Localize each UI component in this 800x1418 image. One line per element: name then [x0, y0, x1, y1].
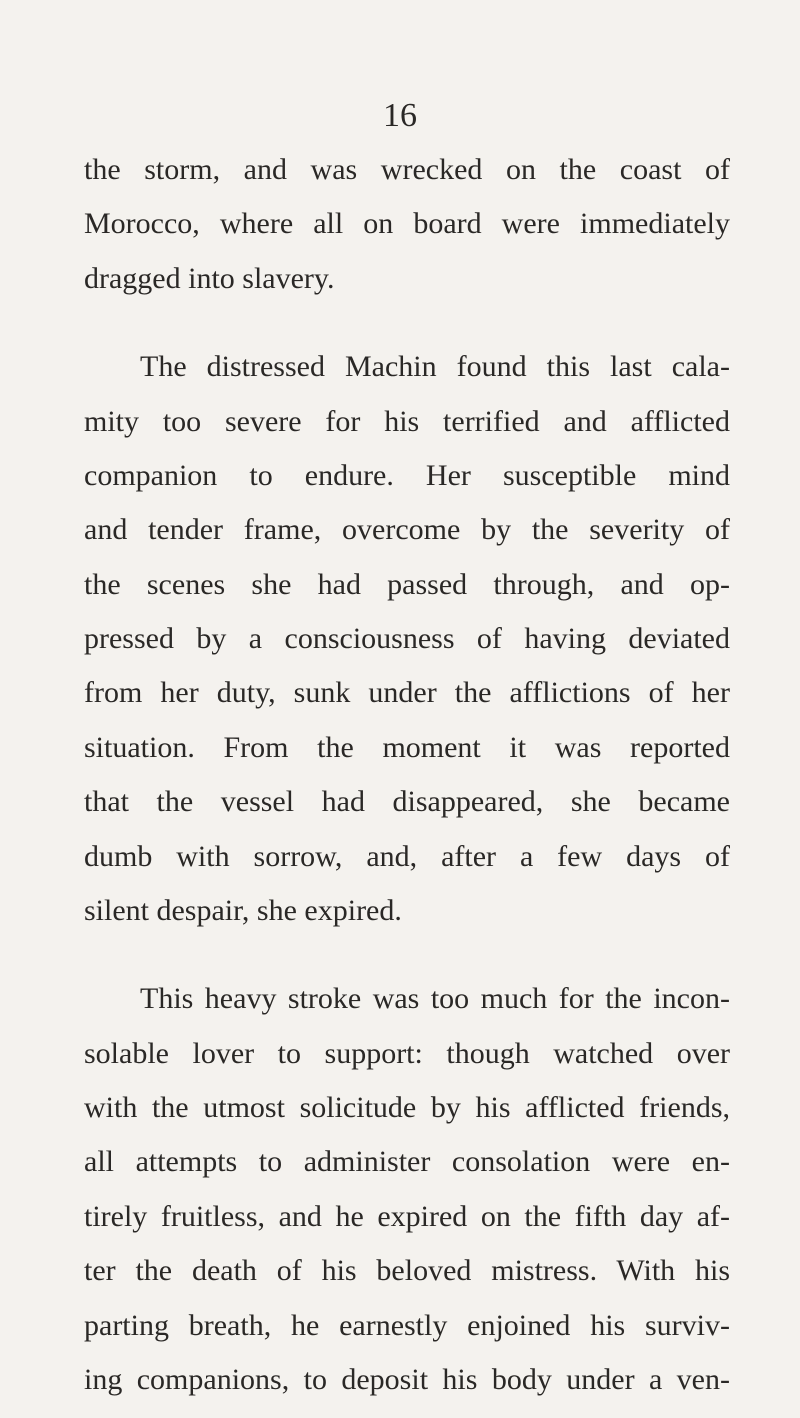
text-line: and tender frame, overcome by the severity of: [84, 513, 730, 546]
text-line: situation. From the moment it was reported: [84, 731, 730, 764]
text-line: Morocco, where all on board were immediately: [84, 207, 730, 240]
text-line: with the utmost solicitude by his afflicted friends,: [84, 1091, 730, 1124]
text-line: the storm, and was wrecked on the coast of: [84, 153, 730, 186]
text-line: The distressed Machin found this last cala-: [140, 350, 730, 383]
text-line: companion to endure. Her susceptible mind: [84, 459, 730, 492]
page-number: 16: [383, 97, 417, 134]
text-line: This heavy stroke was too much for the incon-: [140, 982, 730, 1015]
text-line: silent despair, she expired.: [84, 894, 402, 927]
text-line: all attempts to administer consolation were en-: [84, 1145, 730, 1178]
text-line: ter the death of his beloved mistress. With his: [84, 1254, 730, 1287]
text-line: dragged into slavery.: [84, 262, 335, 295]
text-line: mity too severe for his terrified and afflicted: [84, 405, 730, 438]
text-line: that the vessel had disappeared, she became: [84, 785, 730, 818]
text-line: the scenes she had passed through, and op-: [84, 568, 730, 601]
text-line: solable lover to support: though watched over: [84, 1037, 730, 1070]
text-line: ing companions, to deposit his body under a ven-: [84, 1363, 730, 1396]
text-line: from her duty, sunk under the afflictions of her: [84, 676, 730, 709]
text-line: parting breath, he earnestly enjoined his surviv-: [84, 1309, 730, 1342]
text-line: tirely fruitless, and he expired on the fifth day af-: [84, 1200, 730, 1233]
text-line: dumb with sorrow, and, after a few days of: [84, 840, 730, 873]
text-line: pressed by a consciousness of having deviated: [84, 622, 730, 655]
